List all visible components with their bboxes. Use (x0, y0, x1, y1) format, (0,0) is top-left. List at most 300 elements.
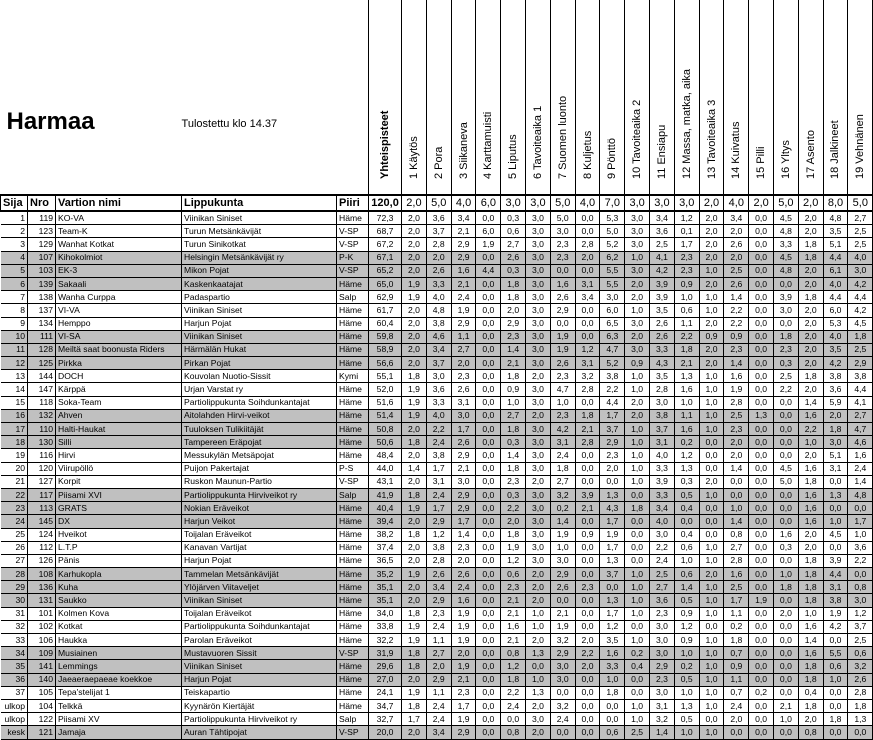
cell-piiri[interactable]: Häme (337, 383, 369, 396)
cell-score[interactable]: 2,0 (724, 436, 749, 449)
cell-piiri[interactable]: Häme (337, 554, 369, 567)
cell-score[interactable]: 1,7 (600, 607, 625, 620)
cell-score[interactable]: 2,8 (848, 686, 873, 699)
cell-score[interactable]: 2,6 (550, 357, 575, 370)
cell-score[interactable]: 0,0 (575, 330, 600, 343)
cell-score[interactable]: 1,7 (402, 713, 427, 726)
cell-score[interactable]: 1,0 (699, 396, 724, 409)
cell-score[interactable]: 0,0 (476, 568, 501, 581)
cell-score[interactable]: 3,0 (848, 264, 873, 277)
cell-score[interactable]: 0,0 (575, 304, 600, 317)
col-name[interactable]: Vartion nimi (56, 195, 182, 211)
cell-score[interactable]: 0,0 (774, 317, 799, 330)
cell-score[interactable]: 0,0 (550, 264, 575, 277)
cell-total[interactable]: 40,4 (369, 502, 402, 515)
cell-score[interactable]: 3,0 (526, 502, 551, 515)
cell-score[interactable]: 0,2 (724, 620, 749, 633)
cell-sija[interactable]: 20 (1, 462, 28, 475)
cell-score[interactable]: 0,0 (774, 277, 799, 290)
cell-score[interactable]: 3,0 (650, 634, 675, 647)
max-score-13[interactable]: 2,0 (699, 195, 724, 211)
cell-score[interactable]: 2,8 (426, 238, 451, 251)
cell-score[interactable]: 2,6 (550, 291, 575, 304)
cell-score[interactable]: 1,8 (774, 330, 799, 343)
cell-score[interactable]: 0,7 (724, 686, 749, 699)
cell-score[interactable]: 1,0 (625, 594, 650, 607)
cell-total[interactable]: 60,4 (369, 317, 402, 330)
cell-score[interactable]: 3,0 (550, 554, 575, 567)
cell-score[interactable]: 4,3 (600, 502, 625, 515)
cell-score[interactable]: 1,0 (674, 291, 699, 304)
cell-score[interactable]: 0,0 (575, 554, 600, 567)
cell-score[interactable]: 1,8 (501, 462, 526, 475)
cell-score[interactable]: 1,8 (402, 436, 427, 449)
cell-score[interactable]: 2,1 (451, 225, 476, 238)
cell-score[interactable]: 1,6 (451, 594, 476, 607)
cell-sija[interactable]: 18 (1, 436, 28, 449)
cell-score[interactable]: 2,0 (402, 423, 427, 436)
cell-score[interactable]: 1,8 (625, 502, 650, 515)
cell-nro[interactable]: 116 (28, 449, 56, 462)
table-row[interactable] (1, 409, 873, 422)
cell-score[interactable]: 3,4 (650, 211, 675, 225)
cell-score[interactable]: 3,1 (575, 277, 600, 290)
cell-score[interactable]: 0,0 (774, 449, 799, 462)
cell-score[interactable]: 1,0 (699, 488, 724, 501)
table-row[interactable] (1, 396, 873, 409)
cell-score[interactable]: 2,4 (426, 713, 451, 726)
cell-score[interactable]: 0,3 (501, 264, 526, 277)
table-row[interactable] (1, 277, 873, 290)
cell-score[interactable]: 0,0 (575, 396, 600, 409)
cell-score[interactable]: 3,3 (650, 343, 675, 356)
cell-score[interactable]: 1,7 (600, 515, 625, 528)
cell-total[interactable]: 37,4 (369, 541, 402, 554)
cell-club[interactable]: Turun Sinikotkat (182, 238, 337, 251)
cell-score[interactable]: 2,9 (451, 488, 476, 501)
cell-score[interactable]: 0,0 (699, 515, 724, 528)
cell-score[interactable]: 0,0 (476, 673, 501, 686)
cell-score[interactable]: 2,3 (501, 581, 526, 594)
cell-score[interactable]: 1,9 (451, 304, 476, 317)
cell-score[interactable]: 0,4 (798, 686, 823, 699)
cell-score[interactable]: 1,8 (798, 673, 823, 686)
cell-score[interactable]: 3,0 (650, 647, 675, 660)
cell-score[interactable]: 2,1 (451, 277, 476, 290)
cell-score[interactable]: 0,8 (724, 528, 749, 541)
cell-piiri[interactable]: Häme (337, 673, 369, 686)
max-score-11[interactable]: 3,0 (650, 195, 675, 211)
cell-score[interactable]: 3,3 (650, 462, 675, 475)
cell-score[interactable]: 3,0 (650, 396, 675, 409)
cell-score[interactable]: 0,0 (749, 396, 774, 409)
cell-score[interactable]: 1,8 (674, 343, 699, 356)
cell-score[interactable]: 2,5 (625, 726, 650, 739)
cell-score[interactable]: 2,1 (575, 502, 600, 515)
cell-piiri[interactable]: Häme (337, 541, 369, 554)
max-score-3[interactable]: 4,0 (451, 195, 476, 211)
cell-score[interactable]: 5,0 (600, 225, 625, 238)
cell-score[interactable]: 1,6 (798, 502, 823, 515)
cell-piiri[interactable]: Häme (337, 686, 369, 699)
table-row[interactable] (1, 726, 873, 739)
cell-score[interactable]: 1,0 (526, 673, 551, 686)
cell-sija[interactable]: 31 (1, 607, 28, 620)
cell-score[interactable]: 3,8 (650, 409, 675, 422)
table-row[interactable] (1, 383, 873, 396)
table-row[interactable] (1, 304, 873, 317)
cell-score[interactable]: 2,0 (526, 409, 551, 422)
cell-score[interactable]: 1,8 (798, 370, 823, 383)
cell-club[interactable]: Ruskon Maunun-Partio (182, 475, 337, 488)
cell-score[interactable]: 2,0 (798, 277, 823, 290)
cell-score[interactable]: 2,4 (550, 713, 575, 726)
cell-sija[interactable]: ulkop (1, 713, 28, 726)
cell-piiri[interactable]: Häme (337, 409, 369, 422)
cell-score[interactable]: 1,0 (699, 607, 724, 620)
cell-score[interactable]: 0,0 (575, 673, 600, 686)
cell-nro[interactable]: 132 (28, 409, 56, 422)
cell-score[interactable]: 4,1 (650, 251, 675, 264)
cell-sija[interactable]: 34 (1, 647, 28, 660)
cell-name[interactable]: Hemppo (56, 317, 182, 330)
cell-score[interactable]: 1,4 (798, 396, 823, 409)
cell-score[interactable]: 4,8 (774, 225, 799, 238)
cell-score[interactable]: 1,1 (426, 686, 451, 699)
cell-score[interactable]: 1,8 (798, 568, 823, 581)
cell-score[interactable]: 1,0 (699, 370, 724, 383)
cell-score[interactable]: 2,0 (526, 568, 551, 581)
cell-score[interactable]: 6,1 (823, 264, 848, 277)
cell-score[interactable]: 3,0 (526, 449, 551, 462)
cell-total[interactable]: 43,1 (369, 475, 402, 488)
cell-score[interactable]: 3,0 (526, 357, 551, 370)
cell-score[interactable]: 2,0 (798, 343, 823, 356)
cell-nro[interactable]: 140 (28, 673, 56, 686)
cell-score[interactable]: 3,0 (451, 409, 476, 422)
cell-piiri[interactable]: Häme (337, 660, 369, 673)
cell-name[interactable]: Silli (56, 436, 182, 449)
cell-score[interactable]: 3,3 (650, 488, 675, 501)
cell-sija[interactable]: 7 (1, 291, 28, 304)
cell-nro[interactable]: 125 (28, 357, 56, 370)
cell-score[interactable]: 2,3 (451, 541, 476, 554)
cell-score[interactable]: 0,0 (749, 541, 774, 554)
cell-score[interactable]: 3,2 (550, 699, 575, 712)
cell-piiri[interactable]: Häme (337, 568, 369, 581)
cell-club[interactable]: Härmälän Hukat (182, 343, 337, 356)
cell-club[interactable]: Harjun Pojat (182, 317, 337, 330)
cell-score[interactable]: 1,8 (550, 462, 575, 475)
cell-score[interactable]: 2,0 (699, 251, 724, 264)
cell-score[interactable]: 0,2 (674, 436, 699, 449)
cell-name[interactable]: Korpit (56, 475, 182, 488)
cell-score[interactable]: 2,6 (451, 568, 476, 581)
cell-score[interactable]: 1,0 (526, 620, 551, 633)
cell-club[interactable]: Auran Tähtipojat (182, 726, 337, 739)
cell-score[interactable]: 1,9 (749, 594, 774, 607)
cell-score[interactable]: 2,6 (426, 568, 451, 581)
cell-score[interactable]: 2,3 (550, 409, 575, 422)
cell-score[interactable]: 0,0 (749, 488, 774, 501)
max-score-18[interactable]: 8,0 (823, 195, 848, 211)
cell-score[interactable]: 0,0 (575, 607, 600, 620)
cell-score[interactable]: 1,0 (625, 568, 650, 581)
table-row[interactable] (1, 462, 873, 475)
cell-score[interactable]: 3,0 (625, 317, 650, 330)
cell-name[interactable]: Kotkat (56, 620, 182, 633)
cell-nro[interactable]: 137 (28, 304, 56, 317)
cell-score[interactable]: 1,0 (848, 528, 873, 541)
cell-sija[interactable]: 10 (1, 330, 28, 343)
cell-score[interactable]: 1,7 (451, 699, 476, 712)
cell-score[interactable]: 5,2 (600, 238, 625, 251)
cell-score[interactable]: 3,0 (650, 620, 675, 633)
cell-score[interactable]: 1,2 (674, 449, 699, 462)
cell-score[interactable]: 0,0 (625, 686, 650, 699)
cell-score[interactable]: 2,1 (501, 634, 526, 647)
cell-score[interactable]: 0,0 (476, 515, 501, 528)
cell-score[interactable]: 1,0 (823, 515, 848, 528)
cell-score[interactable]: 2,0 (724, 713, 749, 726)
cell-score[interactable]: 4,4 (823, 251, 848, 264)
cell-score[interactable]: 0,6 (600, 726, 625, 739)
cell-score[interactable]: 3,9 (575, 488, 600, 501)
cell-score[interactable]: 2,0 (798, 357, 823, 370)
cell-score[interactable]: 0,0 (699, 528, 724, 541)
cell-club[interactable]: Mikon Pojat (182, 264, 337, 277)
cell-name[interactable]: Jaeaeraepaeae koekkoe (56, 673, 182, 686)
table-row[interactable] (1, 423, 873, 436)
cell-sija[interactable]: 2 (1, 225, 28, 238)
cell-total[interactable]: 44,0 (369, 462, 402, 475)
cell-score[interactable]: 2,1 (774, 699, 799, 712)
cell-score[interactable]: 0,0 (526, 660, 551, 673)
cell-score[interactable]: 0,6 (501, 568, 526, 581)
cell-name[interactable]: Kuha (56, 581, 182, 594)
cell-score[interactable]: 2,2 (501, 686, 526, 699)
cell-score[interactable]: 0,0 (575, 264, 600, 277)
cell-score[interactable]: 0,0 (575, 317, 600, 330)
cell-score[interactable]: 2,3 (550, 370, 575, 383)
max-score-10[interactable]: 3,0 (625, 195, 650, 211)
cell-score[interactable]: 3,0 (526, 554, 551, 567)
cell-score[interactable]: 0,0 (476, 475, 501, 488)
cell-score[interactable]: 1,0 (823, 673, 848, 686)
cell-score[interactable]: 2,0 (451, 554, 476, 567)
cell-score[interactable]: 1,4 (451, 528, 476, 541)
cell-score[interactable]: 0,0 (724, 475, 749, 488)
table-row[interactable] (1, 291, 873, 304)
table-row[interactable] (1, 251, 873, 264)
cell-score[interactable]: 0,0 (476, 251, 501, 264)
cell-score[interactable]: 0,3 (501, 488, 526, 501)
cell-club[interactable]: Kouvolan Nuotio-Sissit (182, 370, 337, 383)
cell-name[interactable]: Kolmen Kova (56, 607, 182, 620)
cell-score[interactable]: 2,9 (550, 568, 575, 581)
table-row[interactable] (1, 541, 873, 554)
cell-score[interactable]: 1,6 (674, 383, 699, 396)
cell-piiri[interactable]: V-SP (337, 264, 369, 277)
cell-name[interactable]: DOCH (56, 370, 182, 383)
cell-score[interactable]: 2,0 (798, 528, 823, 541)
table-row[interactable] (1, 238, 873, 251)
cell-score[interactable]: 0,0 (550, 594, 575, 607)
cell-score[interactable]: 3,9 (774, 291, 799, 304)
max-score-12[interactable]: 3,0 (674, 195, 699, 211)
cell-nro[interactable]: 103 (28, 264, 56, 277)
cell-score[interactable]: 0,0 (749, 238, 774, 251)
cell-score[interactable]: 0,0 (774, 647, 799, 660)
cell-score[interactable]: 1,4 (650, 726, 675, 739)
cell-score[interactable]: 1,0 (699, 686, 724, 699)
cell-score[interactable]: 3,2 (550, 488, 575, 501)
cell-score[interactable]: 1,3 (848, 713, 873, 726)
cell-score[interactable]: 0,0 (848, 568, 873, 581)
cell-score[interactable]: 0,0 (774, 502, 799, 515)
cell-piiri[interactable]: Häme (337, 423, 369, 436)
cell-score[interactable]: 1,4 (501, 343, 526, 356)
cell-nro[interactable]: 123 (28, 225, 56, 238)
cell-score[interactable]: 0,3 (774, 541, 799, 554)
cell-score[interactable]: 0,0 (774, 423, 799, 436)
cell-nro[interactable]: 102 (28, 620, 56, 633)
cell-score[interactable]: 1,0 (724, 502, 749, 515)
cell-score[interactable]: 2,8 (724, 396, 749, 409)
cell-score[interactable]: 0,5 (674, 713, 699, 726)
cell-score[interactable]: 0,3 (501, 211, 526, 225)
max-score-1[interactable]: 2,0 (402, 195, 427, 211)
cell-score[interactable]: 3,5 (650, 370, 675, 383)
cell-score[interactable]: 2,0 (798, 264, 823, 277)
cell-score[interactable]: 1,0 (774, 568, 799, 581)
cell-score[interactable]: 2,0 (426, 251, 451, 264)
cell-score[interactable]: 0,0 (749, 607, 774, 620)
cell-score[interactable]: 0,0 (550, 317, 575, 330)
cell-score[interactable]: 0,0 (476, 383, 501, 396)
cell-score[interactable]: 1,7 (426, 502, 451, 515)
cell-score[interactable]: 1,0 (625, 581, 650, 594)
cell-sija[interactable]: 36 (1, 673, 28, 686)
cell-score[interactable]: 3,5 (823, 343, 848, 356)
cell-score[interactable]: 3,6 (426, 211, 451, 225)
cell-nro[interactable]: 109 (28, 647, 56, 660)
cell-score[interactable]: 0,0 (749, 673, 774, 686)
cell-score[interactable]: 0,0 (774, 660, 799, 673)
cell-score[interactable]: 1,9 (402, 502, 427, 515)
cell-score[interactable]: 1,7 (426, 462, 451, 475)
cell-sija[interactable]: 21 (1, 475, 28, 488)
cell-score[interactable]: 2,0 (575, 634, 600, 647)
cell-score[interactable]: 0,0 (823, 634, 848, 647)
cell-score[interactable]: 1,0 (699, 291, 724, 304)
cell-score[interactable]: 3,9 (650, 475, 675, 488)
cell-total[interactable]: 34,0 (369, 607, 402, 620)
cell-name[interactable]: Wanhat Kotkat (56, 238, 182, 251)
cell-score[interactable]: 2,0 (402, 357, 427, 370)
max-score-17[interactable]: 2,0 (798, 195, 823, 211)
cell-name[interactable]: Wanha Curppa (56, 291, 182, 304)
cell-score[interactable]: 2,0 (798, 317, 823, 330)
cell-piiri[interactable]: Häme (337, 607, 369, 620)
cell-score[interactable]: 6,0 (600, 304, 625, 317)
cell-score[interactable]: 0,0 (749, 713, 774, 726)
max-total[interactable]: 120,0 (369, 195, 402, 211)
cell-score[interactable]: 1,1 (426, 634, 451, 647)
cell-score[interactable]: 2,4 (426, 620, 451, 633)
cell-name[interactable]: Hveikot (56, 528, 182, 541)
cell-score[interactable]: 5,5 (600, 277, 625, 290)
cell-score[interactable]: 2,4 (848, 462, 873, 475)
cell-club[interactable]: Turun Metsänkävijät (182, 225, 337, 238)
table-row[interactable] (1, 264, 873, 277)
cell-score[interactable]: 2,0 (625, 396, 650, 409)
cell-total[interactable]: 65,0 (369, 277, 402, 290)
cell-score[interactable]: 2,0 (526, 634, 551, 647)
cell-score[interactable]: 2,6 (724, 277, 749, 290)
cell-nro[interactable]: 138 (28, 291, 56, 304)
cell-nro[interactable]: 110 (28, 423, 56, 436)
cell-nro[interactable]: 119 (28, 211, 56, 225)
cell-score[interactable]: 0,5 (674, 594, 699, 607)
cell-score[interactable]: 2,1 (501, 594, 526, 607)
cell-score[interactable]: 3,4 (650, 502, 675, 515)
max-score-16[interactable]: 5,0 (774, 195, 799, 211)
cell-name[interactable]: Meiltä saat boonusta Riders (56, 343, 182, 356)
cell-score[interactable]: 1,0 (699, 383, 724, 396)
cell-score[interactable]: 3,7 (848, 620, 873, 633)
cell-nro[interactable]: 144 (28, 370, 56, 383)
cell-nro[interactable]: 112 (28, 541, 56, 554)
cell-score[interactable]: 3,0 (625, 264, 650, 277)
cell-score[interactable]: 0,6 (848, 647, 873, 660)
cell-score[interactable]: 0,0 (476, 581, 501, 594)
cell-piiri[interactable]: P-S (337, 462, 369, 475)
cell-nro[interactable]: 118 (28, 396, 56, 409)
cell-score[interactable]: 0,0 (476, 594, 501, 607)
table-row[interactable] (1, 502, 873, 515)
cell-score[interactable]: 2,5 (650, 238, 675, 251)
max-score-4[interactable]: 6,0 (476, 195, 501, 211)
cell-score[interactable]: 2,1 (501, 357, 526, 370)
cell-score[interactable]: 1,2 (575, 343, 600, 356)
cell-score[interactable]: 0,0 (749, 581, 774, 594)
cell-score[interactable]: 2,4 (426, 699, 451, 712)
cell-score[interactable]: 1,8 (501, 673, 526, 686)
cell-total[interactable]: 32,7 (369, 713, 402, 726)
cell-score[interactable]: 2,0 (625, 291, 650, 304)
cell-score[interactable]: 0,0 (749, 436, 774, 449)
cell-score[interactable]: 2,0 (575, 660, 600, 673)
cell-club[interactable]: Teiskapartio (182, 686, 337, 699)
cell-score[interactable]: 1,9 (550, 330, 575, 343)
cell-score[interactable]: 0,0 (749, 568, 774, 581)
cell-score[interactable]: 1,0 (625, 634, 650, 647)
cell-score[interactable]: 2,0 (798, 541, 823, 554)
cell-score[interactable]: 4,0 (650, 515, 675, 528)
cell-score[interactable]: 3,8 (600, 370, 625, 383)
cell-score[interactable]: 2,7 (501, 238, 526, 251)
cell-score[interactable]: 2,0 (402, 475, 427, 488)
cell-score[interactable]: 1,6 (798, 488, 823, 501)
cell-score[interactable]: 2,7 (501, 409, 526, 422)
cell-sija[interactable]: 33 (1, 634, 28, 647)
cell-score[interactable]: 3,8 (426, 449, 451, 462)
cell-score[interactable]: 3,1 (650, 436, 675, 449)
cell-total[interactable]: 35,1 (369, 581, 402, 594)
cell-score[interactable]: 3,6 (650, 225, 675, 238)
cell-sija[interactable]: 8 (1, 304, 28, 317)
